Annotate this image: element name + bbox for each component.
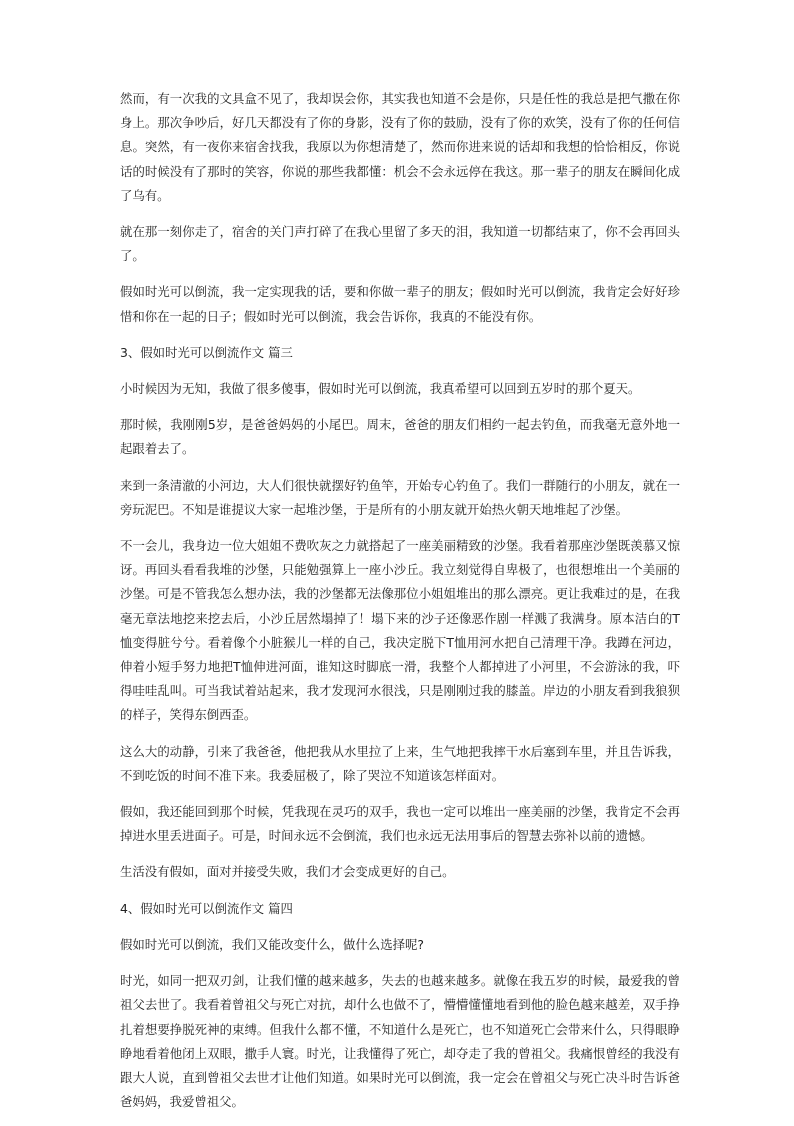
paragraph-1: 然而，有一次我的文具盒不见了，我却误会你，其实我也知道不会是你，只是任性的我总是把气撒在你身上。那次争吵后，好几天都没有了你的身影，没有了你的鼓励，没有了你的欢笑，没有了你的任何信息。突然，有一夜你来宿舍找我，我原以为你想清楚了，然而你进来说的话却和我想的恰恰相反，你说话的时候没有了那时的笑容，你说的那些我都懂：机会不会永远停在我这。那一辈子的朋友在瞬间化成了乌有。 xyxy=(120,91,680,203)
paragraph-9: 这么大的动静，引来了我爸爸，他把我从水里拉了上来，生气地把我摔干水后塞到车里，并且告诉我，不到吃饭的时间不准下来。我委屈极了，除了哭泣不知道该怎样面对。 xyxy=(120,743,680,783)
paragraph-6: 那时候，我刚刚5岁，是爸爸妈妈的小尾巴。周末，爸爸的朋友们相约一起去钓鱼，而我毫无意外地一起跟着去了。 xyxy=(120,417,680,457)
section-heading-4: 4、假如时光可以倒流作文 篇四 xyxy=(120,900,293,916)
paragraph-13: 假如时光可以倒流，我们又能改变什么，做什么选择呢? xyxy=(120,936,424,952)
section-heading-3: 3、假如时光可以倒流作文 篇三 xyxy=(120,344,293,360)
paragraph-5: 小时候因为无知，我做了很多傻事，假如时光可以倒流，我真希望可以回到五岁时的那个夏天。 xyxy=(120,381,641,397)
paragraph-10: 假如，我还能回到那个时候，凭我现在灵巧的双手，我也一定可以堆出一座美丽的沙堡，我肯定不会再掉进水里丢进面子。可是，时间永远不会倒流，我们也永远无法用事后的智慧去弥补以前的遗憾。 xyxy=(120,804,680,844)
paragraph-11: 生活没有假如，面对并接受失败，我们才会变成更好的自己。 xyxy=(120,864,455,880)
document-body xyxy=(120,87,680,1126)
paragraph-3: 假如时光可以倒流，我一定实现我的话，要和你做一辈子的朋友；假如时光可以倒流，我肯定会好好珍惜和你在一起的日子；假如时光可以倒流，我会告诉你，我真的不能没有你。 xyxy=(120,284,680,324)
paragraph-14: 时光，如同一把双刃剑，让我们懂的越来越多，失去的也越来越多。就像在我五岁的时候，最爱我的曾祖父去世了。我看着曾祖父与死亡对抗，却什么也做不了，懵懵懂懂地看到他的脸色越来越差，双手挣扎着想要挣脱死神的束缚。但我什么都不懂，不知道什么是死亡，也不知道死亡会带来什么，只得眼睁睁地看着他闭上双眼，撒手人寰。时光，让我懂得了死亡，却夺走了我的曾祖父。我痛恨曾经的我没有跟大人说，直到曾祖父去世才让他们知道。如果时光可以倒流，我一定会在曾祖父与死亡决斗时告诉爸爸妈妈，我爱曾祖父。 xyxy=(120,973,680,1110)
paragraph-8: 不一会儿，我身边一位大姐姐不费吹灰之力就搭起了一座美丽精致的沙堡。我看着那座沙堡既羡慕又惊讶。再回头看看我堆的沙堡，只能勉强算上一座小沙丘。我立刻觉得自卑极了，也很想堆出一个美丽的沙堡。可是不管我怎么想办法，我的沙堡都无法像那位小姐姐堆出的那么漂亮。更让我难过的是，在我毫无章法地挖来挖去后，小沙丘居然塌掉了！塌下来的沙子还像恶作剧一样溅了我满身。原本洁白的T恤变得脏兮兮。看着像个小脏猴儿一样的自己，我决定脱下T恤用河水把自己清理干净。我蹲在河边，伸着小短手努力地把T恤伸进河面，谁知这时脚底一滑，我整个人都掉进了小河里，不会游泳的我，吓得哇哇乱叫。可当我试着站起来，我才发现河水很浅，只是刚刚过我的膝盖。岸边的小朋友看到我狼狈的样子，笑得东倒西歪。 xyxy=(120,538,680,723)
paragraph-2: 就在那一刻你走了，宿舍的关门声打碎了在我心里留了多天的泪，我知道一切都结束了，你不会再回头了。 xyxy=(120,224,680,264)
paragraph-7: 来到一条清澈的小河边，大人们很快就摆好钓鱼竿，开始专心钓鱼了。我们一群随行的小朋友，就在一旁玩泥巴。不知是谁提议大家一起堆沙堡，于是所有的小朋友就开始热火朝天地堆起了沙堡。 xyxy=(120,477,680,517)
